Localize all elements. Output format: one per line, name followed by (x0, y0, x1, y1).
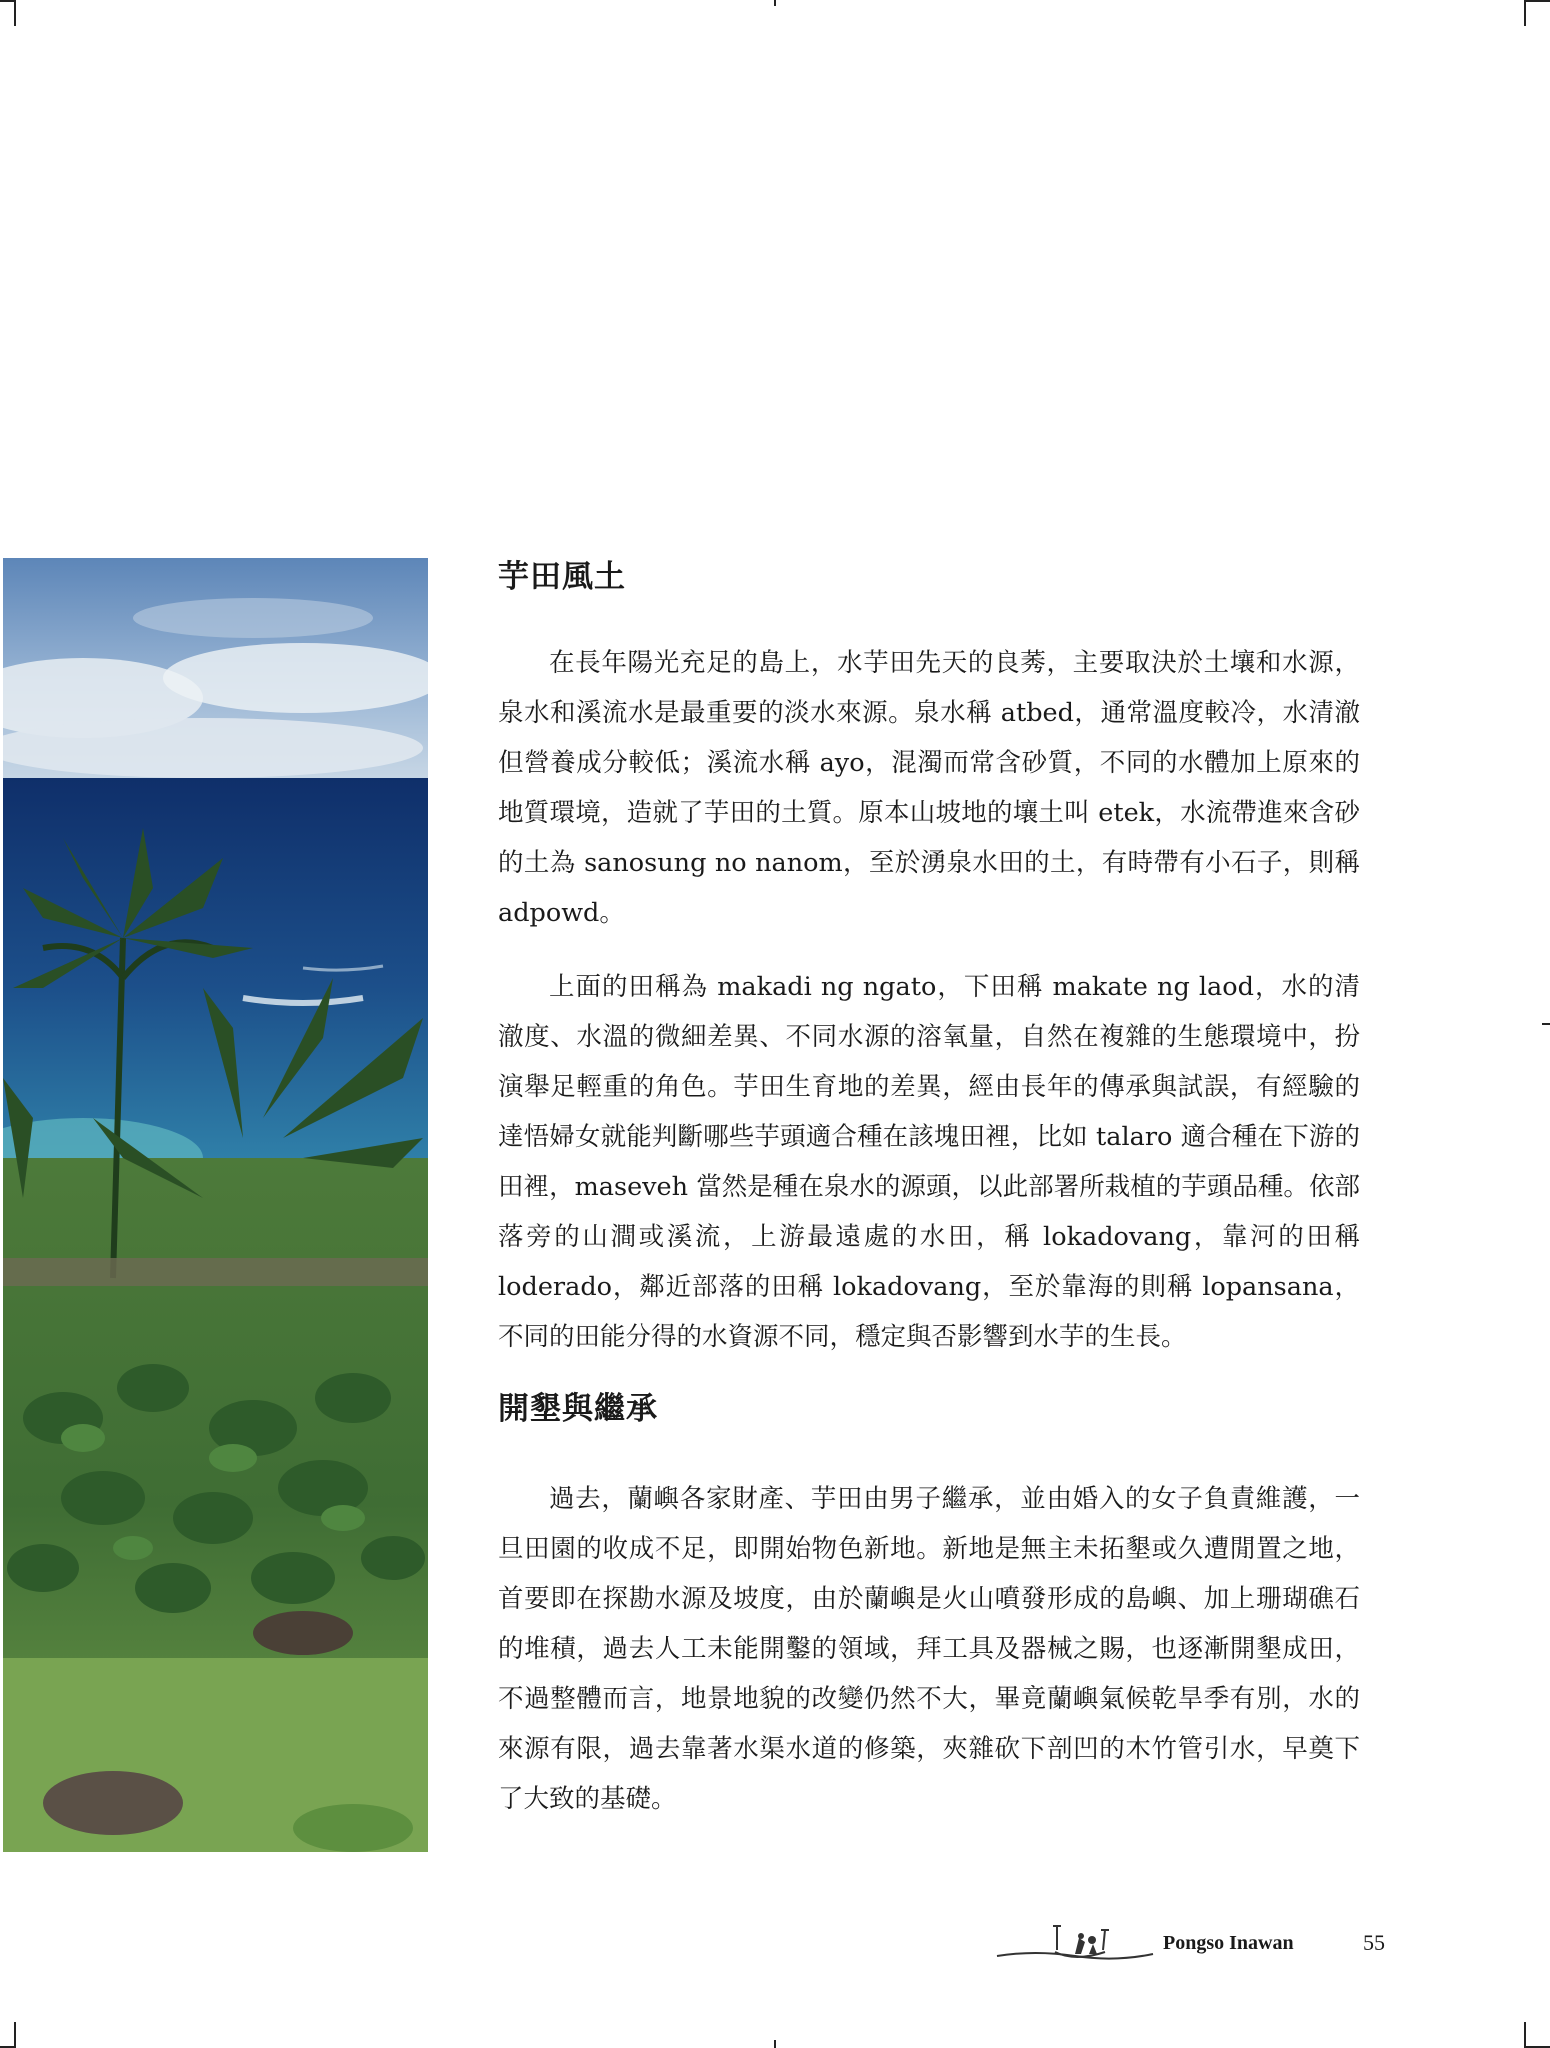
center-mark-bottom (774, 2040, 776, 2048)
page-footer (995, 1912, 1415, 1972)
crop-mark-top-right (1524, 0, 1550, 2)
body-paragraph: 過去，蘭嶼各家財產、芋田由男子繼承，並由婚入的女子負責維護，一旦田園的收成不足，即開始物色新地。新地是無主未拓墾或久遭閒置之地，首要即在探勘水源及坡度，由於蘭嶼是火山噴發形成的島嶼、加上珊瑚礁石的堆積，過去人工未能開鑿的領域，拜工具及器械之賜，也逐漸開墾成田，不過整體而言，地景地貌的改變仍然不大，畢竟蘭嶼氣候乾旱季有別，水的來源有限，過去靠著水渠水道的修築，夾雜砍下剖凹的木竹管引水，早奠下了大致的基礎。 (498, 1484, 1360, 1814)
crop-mark-top-left (14, 0, 16, 26)
crop-mark-top-right (1524, 0, 1526, 26)
publication-name: Pongso Inawan (1163, 1932, 1294, 1954)
crop-mark-bottom-left (14, 2022, 16, 2048)
section-heading: 芋田風土 (498, 559, 626, 595)
center-mark-top (774, 0, 776, 6)
body-paragraph: 上面的田稱為 makadi ng ngato，下田稱 makate ng laod，水的清澈度、水溫的微細差異、不同水源的溶氧量，自然在複雜的生態環境中，扮演舉足輕重的角色。芋田生育地的差異，經由長年的傳承與試誤，有經驗的達悟婦女就能判斷哪些芋頭適合種在該塊田裡，比如 talaro 適合種在下游的田裡，maseveh 當然是種在泉水的源頭，以此部署所栽植的芋頭品種。依部落旁的山澗或溪流，上游最遠處的水田，稱 lokadovang，靠河的田稱 loderado，鄰近部落的田稱 lokadovang，至於靠海的則稱 lopansana，不同的田能分得的水資源不同，穩定與否影響到水芋的生長。 (498, 972, 1360, 1352)
coastal-taro-field-photo (3, 558, 428, 1852)
canoe-logo-icon (995, 1912, 1155, 1968)
page-number: 55 (1363, 1930, 1385, 1955)
article-column (498, 552, 1360, 1824)
body-paragraph: 在長年陽光充足的島上，水芋田先天的良莠，主要取決於土壤和水源，泉水和溪流水是最重要的淡水來源。泉水稱 atbed，通常溫度較冷，水清澈但營養成分較低；溪流水稱 ayo，混濁而常含砂質，不同的水體加上原來的地質環境，造就了芋田的土質。原本山坡地的壤土叫 etek，水流帶進來含砂的土為 sanosung no nanom，至於湧泉水田的土，有時帶有小石子，則稱 adpowd。 (498, 648, 1360, 928)
section-heading: 開墾與繼承 (498, 1391, 658, 1427)
center-mark-right (1542, 1023, 1550, 1025)
crop-mark-bottom-right (1524, 2022, 1526, 2048)
